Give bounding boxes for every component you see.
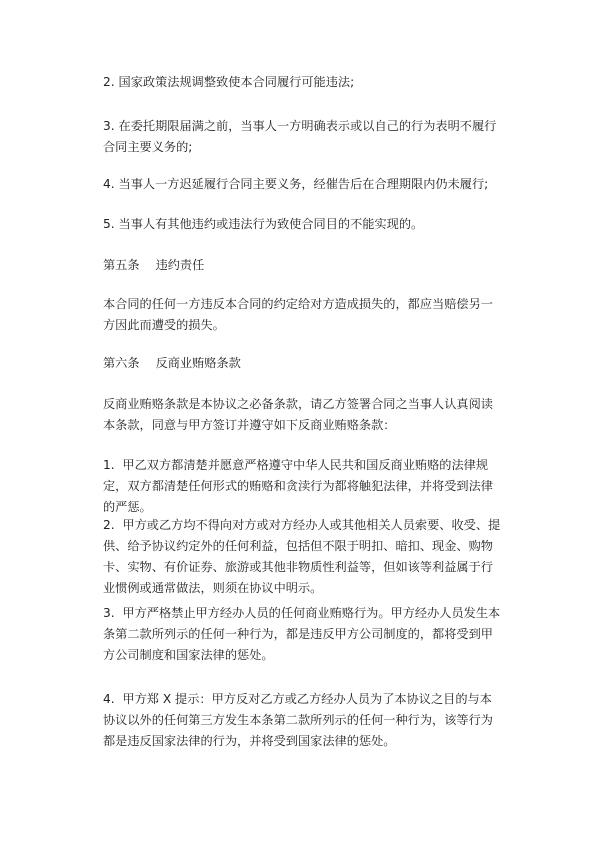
article-6-intro: 反商业贿赂条款是本协议之必备条款，请乙方签署合同之当事人认真阅读本条款，同意与甲方签订并遵守如下反商业贿赂条款：: [103, 397, 493, 432]
clause: 2. 甲方或乙方均不得向对方或对方经办人或其他相关人员索要、收受、提供、给予协议约定外的任何利益，包括但不限于明扣、暗扣、现金、购物卡、实物、有价证券、旅游或其他非物质性利益等，但如该等利益属于行业惯例或通常做法，则须在协议中明示。: [103, 518, 501, 595]
article-6-heading: [103, 353, 257, 374]
article-5-body: 本合同的任何一方违反本合同的约定给对方造成损失的，都应当赔偿另一方因此而遭受的损失。: [103, 297, 493, 332]
list-item: 3. 在委托期限届满之前，当事人一方明确表示或以自己的行为表明不履行合同主要义务的;: [103, 119, 497, 154]
article-number: 第六条: [103, 356, 140, 370]
clause: 4. 甲方郑 X 提示：甲方反对乙方或乙方经办人员为了本协议之目的与本协议以外的任何第三方发生本条第二款所列示的任何一种行为，该等行为都是违反国家法律的行为，并将受到国家法律的惩处。: [103, 692, 493, 748]
article-number: 第五条: [103, 258, 140, 272]
list-item: 5. 当事人有其他违约或违法行为致使合同目的不能实现的。: [103, 217, 424, 231]
article-title: 反商业贿赂条款: [155, 356, 241, 370]
clause: 1. 甲乙双方都清楚并愿意严格遵守中华人民共和国反商业贿赂的法律规定，双方都清楚任何形式的贿赂和贪渎行为都将触犯法律，并将受到法律的严惩。: [103, 458, 493, 514]
list-item: 4. 当事人一方迟延履行合同主要义务，经催告后在合理期限内仍未履行;: [103, 177, 489, 191]
article-5-heading: [103, 255, 220, 276]
list-item: 2. 国家政策法规调整致使本合同履行可能违法;: [103, 75, 355, 89]
clause: 3. 甲方严格禁止甲方经办人员的任何商业贿赂行为。甲方经办人员发生本条第二款所列示的任何一种行为，都是违反甲方公司制度的，都将受到甲方公司制度和国家法律的惩处。: [103, 606, 501, 662]
article-title: 违约责任: [155, 258, 205, 272]
